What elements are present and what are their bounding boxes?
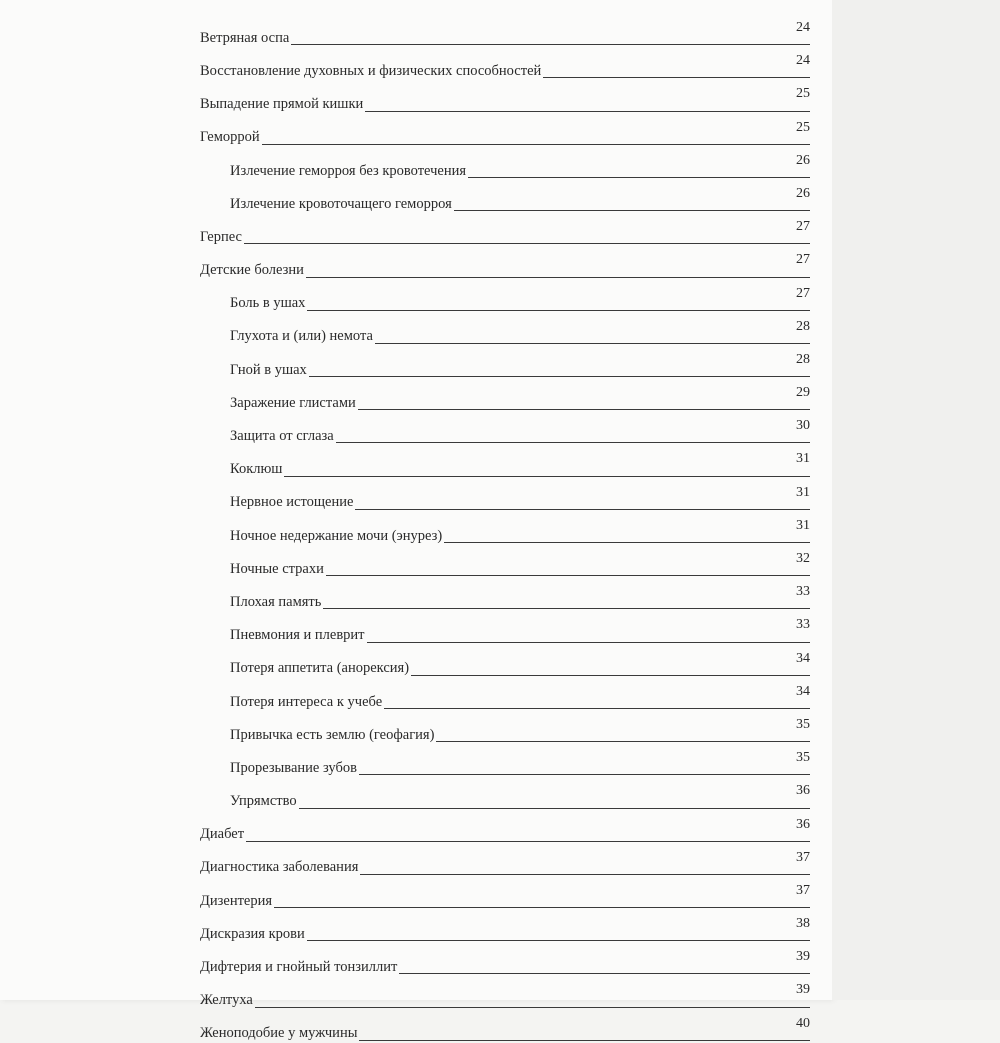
toc-leader-line bbox=[367, 642, 810, 643]
toc-page-number: 25 bbox=[796, 119, 810, 135]
toc-page-number: 39 bbox=[796, 949, 810, 965]
toc-page-number: 25 bbox=[796, 86, 810, 102]
toc-entry-title: Герпес bbox=[200, 228, 242, 245]
toc-entry-title: Ветряная оспа bbox=[200, 29, 290, 46]
toc-entry bbox=[200, 246, 810, 279]
toc-leader-line bbox=[359, 1040, 810, 1041]
toc-subentry bbox=[200, 479, 810, 512]
toc-subentry bbox=[200, 412, 810, 445]
toc-subentry bbox=[200, 147, 810, 180]
toc-entry-title: Геморрой bbox=[200, 129, 260, 146]
toc-leader-line bbox=[436, 741, 810, 742]
toc-page-number: 36 bbox=[796, 783, 810, 799]
toc-leader-line bbox=[262, 144, 810, 145]
toc-subentry bbox=[200, 678, 810, 711]
toc-leader-line bbox=[444, 542, 810, 543]
toc-leader-line bbox=[244, 243, 810, 244]
toc-leader-line bbox=[306, 277, 810, 278]
toc-entry bbox=[200, 811, 810, 844]
toc-page-number: 40 bbox=[796, 1015, 810, 1031]
toc-subentry bbox=[200, 578, 810, 611]
toc-page-number: 26 bbox=[796, 152, 810, 168]
toc-entry-title: Восстановление духовных и физических способностей bbox=[200, 62, 542, 79]
toc-leader-line bbox=[307, 310, 810, 311]
toc-entry-title: Прорезывание зубов bbox=[230, 759, 357, 776]
toc-subentry bbox=[200, 445, 810, 478]
toc-entry-title: Плохая память bbox=[230, 593, 322, 610]
toc-leader-line bbox=[284, 476, 810, 477]
toc-entry-title: Диабет bbox=[200, 826, 245, 843]
toc-page-number: 39 bbox=[796, 982, 810, 998]
toc-entry bbox=[200, 943, 810, 976]
toc-page-number: 27 bbox=[796, 252, 810, 268]
toc-entry-title: Заражение глистами bbox=[230, 394, 356, 411]
toc-entry-title: Коклюш bbox=[230, 461, 283, 478]
toc-subentry bbox=[200, 545, 810, 578]
toc-page-number: 24 bbox=[796, 20, 810, 35]
toc-subentry bbox=[200, 512, 810, 545]
toc-page-number: 38 bbox=[796, 916, 810, 932]
toc-page-number: 34 bbox=[796, 650, 810, 666]
toc-leader-line bbox=[454, 210, 810, 211]
toc-leader-line bbox=[299, 808, 810, 809]
toc-entry-title: Дизентерия bbox=[200, 892, 273, 909]
toc-entry bbox=[200, 14, 810, 47]
toc-leader-line bbox=[309, 376, 810, 377]
toc-entry-title: Излечение геморроя без кровотечения bbox=[230, 162, 467, 179]
toc-leader-line bbox=[246, 841, 810, 842]
toc-entry bbox=[200, 114, 810, 147]
toc-leader-line bbox=[365, 111, 810, 112]
toc-entry-title: Дифтерия и гнойный тонзиллит bbox=[200, 959, 398, 976]
toc-entry bbox=[200, 213, 810, 246]
toc-subentry bbox=[200, 711, 810, 744]
toc-subentry bbox=[200, 346, 810, 379]
toc-page-number: 26 bbox=[796, 185, 810, 201]
toc-entry bbox=[200, 877, 810, 910]
toc-entry-title: Диагностика заболевания bbox=[200, 859, 359, 876]
toc-leader-line bbox=[336, 442, 810, 443]
toc-entry-title: Женоподобие у мужчины bbox=[200, 1025, 358, 1042]
toc-entry-title: Ночные страхи bbox=[230, 560, 324, 577]
toc-entry-title: Нервное истощение bbox=[230, 494, 354, 511]
toc-leader-line bbox=[307, 940, 810, 941]
toc-page-number: 30 bbox=[796, 418, 810, 434]
toc-page-number: 27 bbox=[796, 219, 810, 235]
toc-subentry bbox=[200, 645, 810, 678]
toc-entry-title: Потеря интереса к учебе bbox=[230, 693, 383, 710]
toc-entry-title: Излечение кровоточащего геморроя bbox=[230, 195, 452, 212]
toc-subentry bbox=[200, 777, 810, 810]
toc-page-number: 33 bbox=[796, 584, 810, 600]
toc-leader-line bbox=[375, 343, 810, 344]
toc-page-number: 29 bbox=[796, 385, 810, 401]
toc-page-number: 24 bbox=[796, 53, 810, 69]
toc-entry-title: Глухота и (или) немота bbox=[230, 328, 373, 345]
toc-page-number: 33 bbox=[796, 617, 810, 633]
toc-page-number: 37 bbox=[796, 882, 810, 898]
toc-subentry bbox=[200, 744, 810, 777]
toc-page-number: 34 bbox=[796, 683, 810, 699]
toc-entry bbox=[200, 910, 810, 943]
toc-entry-title: Ночное недержание мочи (энурез) bbox=[230, 527, 443, 544]
toc-subentry bbox=[200, 313, 810, 346]
toc-entry-title: Желтуха bbox=[200, 992, 253, 1009]
toc-entry-title: Гной в ушах bbox=[230, 361, 307, 378]
toc-entry-title: Выпадение прямой кишки bbox=[200, 96, 364, 113]
toc-leader-line bbox=[399, 973, 810, 974]
toc-subentry bbox=[200, 379, 810, 412]
toc-leader-line bbox=[255, 1007, 810, 1008]
toc-entry bbox=[200, 976, 810, 1009]
toc-entry-title: Дискразия крови bbox=[200, 925, 305, 942]
toc-page-number: 27 bbox=[796, 285, 810, 301]
toc-leader-line bbox=[358, 409, 810, 410]
page-margin bbox=[832, 0, 1000, 1000]
toc-page-number: 36 bbox=[796, 816, 810, 832]
toc-page-number: 31 bbox=[796, 451, 810, 467]
toc-page-number: 35 bbox=[796, 750, 810, 766]
toc-page-number: 32 bbox=[796, 551, 810, 566]
table-of-contents bbox=[200, 14, 810, 1043]
toc-leader-line bbox=[359, 774, 810, 775]
toc-entry-title: Привычка есть землю (геофагия) bbox=[230, 726, 435, 743]
toc-subentry bbox=[200, 611, 810, 644]
toc-entry-title: Упрямство bbox=[230, 793, 297, 810]
toc-page-number: 31 bbox=[796, 517, 810, 533]
toc-entry bbox=[200, 844, 810, 877]
toc-entry bbox=[200, 47, 810, 80]
toc-entry-title: Детские болезни bbox=[200, 262, 304, 279]
toc-page-number: 28 bbox=[796, 351, 810, 367]
toc-subentry bbox=[200, 180, 810, 213]
toc-leader-line bbox=[274, 907, 810, 908]
toc-page-number: 35 bbox=[796, 716, 810, 732]
toc-leader-line bbox=[323, 608, 810, 609]
toc-entry-title: Защита от сглаза bbox=[230, 428, 334, 445]
toc-leader-line bbox=[411, 675, 810, 676]
toc-leader-line bbox=[326, 575, 810, 576]
toc-leader-line bbox=[468, 177, 810, 178]
toc-leader-line bbox=[543, 77, 810, 78]
toc-leader-line bbox=[355, 509, 810, 510]
toc-entry-title: Потеря аппетита (анорексия) bbox=[230, 660, 410, 677]
toc-page-number: 37 bbox=[796, 849, 810, 865]
toc-leader-line bbox=[291, 44, 810, 45]
toc-entry bbox=[200, 80, 810, 113]
toc-page-number: 28 bbox=[796, 318, 810, 334]
toc-leader-line bbox=[384, 708, 810, 709]
toc-entry-title: Пневмония и плеврит bbox=[230, 627, 365, 644]
toc-subentry bbox=[200, 280, 810, 313]
toc-leader-line bbox=[360, 874, 810, 875]
toc-page-number: 31 bbox=[796, 484, 810, 500]
toc-entry bbox=[200, 1010, 810, 1043]
toc-entry-title: Боль в ушах bbox=[230, 295, 306, 312]
